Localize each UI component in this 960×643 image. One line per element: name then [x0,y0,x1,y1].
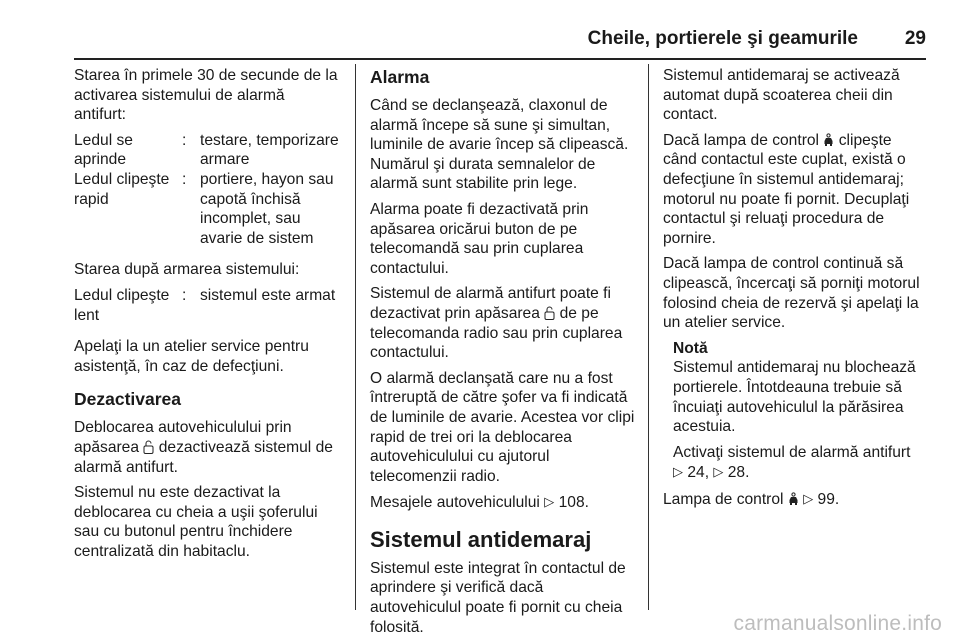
definition-separator: : [182,170,187,188]
immobiliser-icon [823,133,834,147]
ref-page-link[interactable]: 99. [817,490,840,508]
definition-separator: : [182,286,187,304]
definition-separator: : [182,131,187,149]
page-header [74,28,926,60]
definition-desc: portiere, hayon sau capotă închisă incomplet, sau avarie de sistem [200,170,334,247]
deactivation-text-end: dezactivează sistemul de alarmă antifurt. [74,438,333,476]
column-divider [355,64,356,610]
lamp-ref-text [663,489,929,510]
column-left [74,66,340,567]
definition-row [74,131,340,170]
note-text: Sistemul antidemaraj nu blochează portierele. Întotdeauna trebuie să încuiaţi autovehiculul la părăsirea acestuia. [673,359,916,436]
note-box [673,339,929,483]
definition-term: Ledul se aprinde [74,131,133,169]
alarm-paragraph: Când se declanşează, claxonul de alarmă începe să sune şi simultan, luminile de avarie încep să clipească. Numărul şi durata semnalelor de alarmă sunt stabilite prin lege. [370,97,629,193]
ref-text: Mesajele autovehiculului [370,494,540,512]
alarm-paragraph: Alarma poate fi dezactivată prin apăsarea oricărui buton de pe telecomandă sau prin cuplarea contactului. [370,200,589,277]
ref-page-link[interactable]: 24, [687,464,710,482]
alarm-text-end: de pe telecomanda radio sau prin cuplarea contactului. [370,304,623,362]
deactivation-paragraph [74,418,340,477]
definition-term: Ledul clipeşte rapid [74,170,170,208]
chapter-title: Cheile, portierele şi geamurile [587,28,858,49]
definition-list-armed [74,286,340,325]
cross-reference-icon: ▷ [713,464,724,480]
heading-alarma: Alarma [370,67,430,87]
deactivation-text-start: Deblocarea autovehiculului prin apăsarea [74,419,292,456]
alarm-paragraph [370,284,636,362]
cross-reference-icon: ▷ [673,464,683,480]
ref-page-link[interactable]: 108. [558,494,589,512]
definition-row [74,170,340,248]
immobiliser-paragraph: Sistemul este integrat în contactul de aprindere şi verifică dacă autovehiculul poate fi pornit cu cheia folosită. [370,559,626,636]
immobiliser-paragraph: Sistemul antidemaraj se activează automat după scoaterea cheii din contact. [663,67,900,124]
deactivation-note-text: Sistemul nu este dezactivat la deblocarea cu cheia a uşii şoferului sau cu butonul pentru închidere centralizată din habitaclu. [74,484,318,560]
heading-sistemul-antidemaraj: Sistemul antidemaraj [370,526,592,552]
immobiliser-paragraph: Dacă lampa de control continuă să clipească, încercaţi să porniţi motorul folosind cheia de rezervă şi apelaţi la un atelier service. [663,255,920,332]
immobiliser-paragraph [663,131,929,249]
lamp-ref-start: Lampa de control [663,490,784,508]
immobiliser-icon [788,492,799,506]
column-divider [648,64,649,610]
service-text: Apelaţi la un atelier service pentru asistenţă, în caz de defecţiuni. [74,338,309,375]
lamp-text-start: Dacă lampa de control [663,131,820,149]
note-ref-text [673,443,929,483]
unlock-icon [143,440,154,454]
watermark: carmanualsonline.info [733,612,942,635]
page-number: 29 [904,28,926,49]
vehicle-messages-ref [370,492,636,513]
definition-row [74,286,340,325]
unlock-icon [544,306,555,320]
cross-reference-icon: ▷ [803,490,814,506]
alarm-paragraph: O alarmă declanşată care nu a fost întreruptă de către şofer va fi indicată de luminile de avarie. Acestea vor clipi rapid de trei ori la deblocarea autovehiculului cu ajutorul telecomenzii radio. [370,369,635,485]
column-middle [370,66,636,643]
definition-desc: testare, temporizare armare [200,131,339,169]
ref-page-link[interactable]: 28. [727,464,750,482]
intro-text: Starea în primele 30 de secunde de la activarea sistemului de alarmă antifurt: [74,67,338,124]
definition-desc: sistemul este armat [200,286,336,304]
note-title: Notă [673,339,708,357]
heading-dezactivarea: Dezactivarea [74,389,182,410]
lamp-text-end: clipeşte când contactul este cuplat, există o defecţiune în sistemul antidemaraj; motorul nu poate fi pornit. Decuplaţi contactul şi reluaţi procedura de pornire. [663,131,910,247]
definition-term: Ledul clipeşte lent [74,286,170,324]
after-arm-text: Starea după armarea sistemului: [74,261,300,279]
note-ref-start: Activaţi sistemul de alarmă antifurt [673,443,911,461]
cross-reference-icon: ▷ [544,494,555,510]
alarm-text-start: Sistemul de alarmă antifurt poate fi dezactivat prin apăsarea [370,285,611,322]
column-right [663,66,929,515]
definition-list-initial [74,131,340,249]
